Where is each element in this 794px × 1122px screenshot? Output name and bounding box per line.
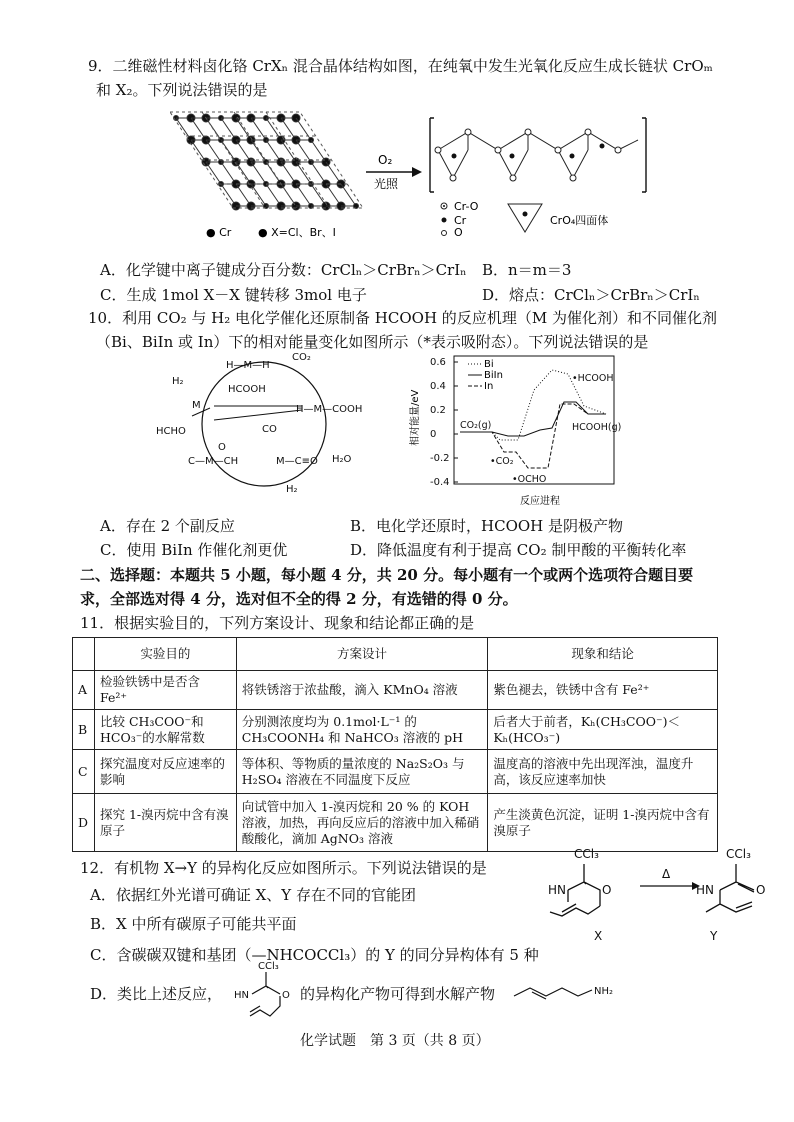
hydrolysis-product-figure (510, 978, 620, 1012)
cycle-h2-bottom: H₂ (286, 484, 298, 495)
y-ccl3: CCl₃ (726, 847, 751, 861)
q10-stem-line1: 10．利用 CO₂ 与 H₂ 电化学催化还原制备 HCOOH 的反应机理（M 为催化剂）和不同催化剂 (88, 309, 717, 327)
q9-option-b: B．n＝m＝3 (482, 261, 572, 279)
scheme-delta: Δ (662, 867, 671, 881)
q9-option-d: D．熔点：CrClₙ＞CrBrₙ＞CrIₙ (482, 286, 700, 304)
table-cell: 探究温度对反应速率的影响 (94, 750, 236, 794)
isomerization-scheme (540, 842, 780, 952)
cycle-m: M (192, 400, 201, 411)
label-co2g: CO₂(g) (460, 420, 492, 431)
cycle-h2o: H₂O (332, 454, 352, 465)
table-cell: D (73, 794, 95, 852)
legend-bi: Bi (484, 359, 494, 370)
label-y: Y (710, 929, 718, 943)
energy-ytick: 0.2 (430, 405, 446, 416)
cycle-h2-left: H₂ (172, 376, 184, 387)
table-cell: C (73, 750, 95, 794)
table-cell: 检验铁锈中是否含 Fe²⁺ (94, 671, 236, 710)
cycle-co: CO (262, 424, 277, 435)
cycle-mco: M—C≡O (276, 456, 318, 467)
table-cell: 产生淡黄色沉淀，证明 1-溴丙烷中含有溴原子 (488, 794, 718, 852)
crx-lattice-figure (158, 108, 368, 248)
energy-ytick: 0 (430, 429, 437, 440)
table-row (73, 750, 718, 794)
energy-ytick: 0.4 (430, 381, 446, 392)
d-ccl3: CCl₃ (258, 961, 279, 972)
experiment-table (72, 637, 718, 852)
x-hn: HN (548, 883, 566, 897)
q9-stem-line2: 和 X₂。下列说法错误的是 (96, 81, 268, 99)
q10-option-d: D．降低温度有利于提高 CO₂ 制甲酸的平衡转化率 (350, 541, 687, 559)
table-cell: 紫色褪去，铁锈中含有 Fe²⁺ (488, 671, 718, 710)
table-cell: 探究 1-溴丙烷中含有溴原子 (94, 794, 236, 852)
arrow-o2: O₂ (378, 153, 393, 167)
label-hcoohg: HCOOH(g) (572, 422, 622, 433)
energy-ytick: 0.6 (430, 357, 446, 368)
energy-ytick: -0.4 (430, 477, 450, 488)
q9-stem-line1: 9．二维磁性材料卤化铬 CrXₙ 混合晶体结构如图，在纯氧中发生光氧化反应生成长链状 CrOₘ (88, 57, 713, 75)
energy-profile-chart (408, 350, 648, 510)
q9-option-c: C．生成 1mol X－X 键转移 3mol 电子 (100, 286, 367, 304)
q12-stem: 12．有机物 X→Y 的异构化反应如图所示。下列说法错误的是 (80, 859, 487, 877)
x-o: O (602, 883, 612, 897)
y-o: O (756, 883, 766, 897)
y-hn: HN (696, 883, 714, 897)
product-nh2: NH₂ (594, 986, 614, 997)
cycle-o: O (218, 442, 226, 453)
d-hn: HN (234, 990, 249, 1001)
q10-option-c: C．使用 BiIn 作催化剂更优 (100, 541, 288, 559)
x-ccl3: CCl₃ (574, 847, 599, 861)
table-cell: 比较 CH₃COO⁻和 HCO₃⁻的水解常数 (94, 710, 236, 750)
energy-ytick: -0.2 (430, 453, 450, 464)
arrow-light: 光照 (374, 177, 399, 191)
q12-option-d-prefix: D．类比上述反应， (90, 985, 223, 1003)
legend-biin: BiIn (484, 370, 503, 381)
q9-option-a: A．化学键中离子键成分百分数：CrClₙ＞CrBrₙ＞CrIₙ (100, 261, 467, 279)
q10-stem-line2: （Bi、BiIn 或 In）下的相对能量变化如图所示（*表示吸附态）。下列说法错误的是 (96, 333, 649, 351)
cro-chain-figure (424, 116, 654, 236)
cycle-hcooh: HCOOH (228, 384, 266, 395)
cycle-hmh: H—M—H (226, 360, 270, 371)
table-cell: 温度高的溶液中先出现浑浊，温度升高，该反应速率加快 (488, 750, 718, 794)
label-ocho: •OCHO (512, 474, 547, 485)
q10-option-b: B．电化学还原时，HCOOH 是阴极产物 (350, 517, 624, 535)
energy-ylabel: 相对能量/eV (410, 389, 421, 446)
table-cell: 将铁锈溶于浓盐酸，滴入 KMnO₄ 溶液 (236, 671, 488, 710)
section2-line2: 求，全部选对得 4 分，选对但不全的得 2 分，有选错的得 0 分。 (80, 590, 518, 608)
d-o: O (282, 990, 290, 1001)
page-footer: 化学试题 第 3 页（共 8 页） (300, 1033, 490, 1049)
q11-stem: 11．根据实验目的，下列方案设计、现象和结论都正确的是 (80, 614, 475, 632)
table-cell: 等体积、等物质的量浓度的 Na₂S₂O₃ 与 H₂SO₄ 溶液在不同温度下反应 (236, 750, 488, 794)
q10-option-a: A．存在 2 个副反应 (100, 517, 235, 535)
catalytic-cycle-figure (152, 350, 378, 500)
table-row (73, 710, 718, 750)
table-cell: A (73, 671, 95, 710)
legend-cr: ● Cr (206, 226, 232, 239)
cycle-hmcooh: H—M—COOH (296, 404, 363, 415)
table-cell: B (73, 710, 95, 750)
label-x: X (594, 929, 603, 943)
legend-cr2: Cr (454, 214, 467, 227)
table-header: 方案设计 (236, 638, 488, 671)
q12-option-d-suffix: 的异构化产物可得到水解产物 (300, 985, 496, 1003)
reaction-arrow (362, 150, 426, 194)
table-header-row (73, 638, 718, 671)
section2-line1: 二、选择题：本题共 5 小题，每小题 4 分，共 20 分。每小题有一个或两个选项符合题目要 (80, 566, 694, 584)
cycle-cmch: C—M—CH (188, 456, 239, 467)
table-cell: 向试管中加入 1-溴丙烷和 20 % 的 KOH 溶液，加热，再向反应后的溶液中加入稀硝酸酸化，滴加 AgNO₃ 溶液 (236, 794, 488, 852)
cycle-co2: CO₂ (292, 352, 311, 363)
table-header (73, 638, 95, 671)
legend-o: O (454, 226, 463, 236)
small-molecule-figure (230, 958, 300, 1030)
table-row (73, 671, 718, 710)
table-header: 实验目的 (94, 638, 236, 671)
label-co2ads: •CO₂ (490, 456, 514, 467)
tetra-label: CrO₄四面体 (550, 214, 609, 227)
q12-option-c: C．含碳碳双键和基团（—NHCOCCl₃）的 Y 的同分异构体有 5 种 (90, 946, 539, 964)
lattice-bond (206, 162, 221, 184)
legend-x: ● X=Cl、Br、I (258, 226, 336, 239)
cycle-hcho: HCHO (156, 426, 186, 437)
energy-xlabel: 反应进程 (520, 496, 560, 507)
table-cell: 后者大于前者，Kₕ(CH₃COO⁻)＜Kₕ(HCO₃⁻) (488, 710, 718, 750)
table-header: 现象和结论 (488, 638, 718, 671)
legend-in: In (484, 381, 494, 392)
q12-option-b: B．X 中所有碳原子可能共平面 (90, 915, 297, 933)
label-hcooh-ads: •HCOOH (572, 373, 614, 384)
table-cell: 分别测浓度均为 0.1mol·L⁻¹ 的 CH₃COONH₄ 和 NaHCO₃ 溶液的 pH (236, 710, 488, 750)
q12-option-a: A．依据红外光谱可确证 X、Y 存在不同的官能团 (90, 886, 416, 904)
legend-cr-o: Cr-O (454, 200, 479, 213)
